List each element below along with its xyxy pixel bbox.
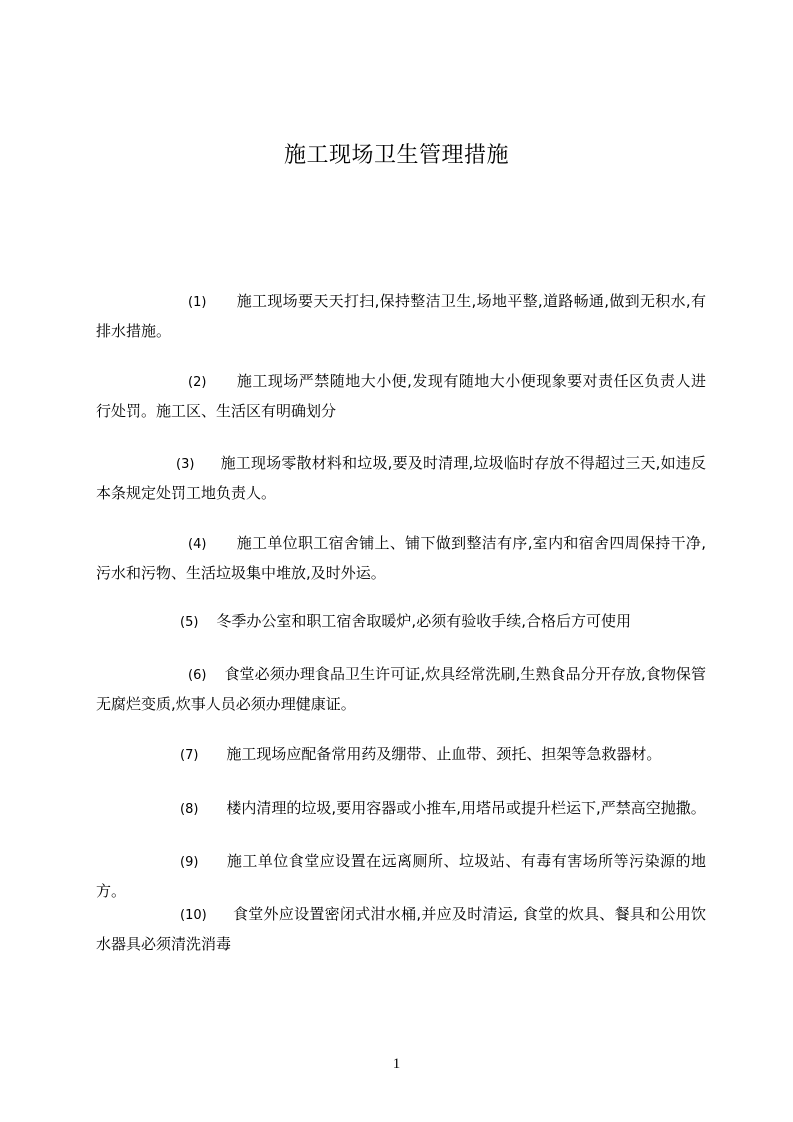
- page-title: 施工现场卫生管理措施: [283, 143, 509, 168]
- list-item: [96, 740, 706, 770]
- item-text: 食堂外应设置密闭式泔水桶,并应及时清运, 食堂的炊具、餐具和公用饮水器具必须清洗消毒: [96, 905, 706, 953]
- item-number: (4): [188, 537, 207, 552]
- item-number: (1): [188, 295, 207, 310]
- item-text: 施工现场零散材料和垃圾,要及时清理,垃圾临时存放不得超过三天,如违反本条规定处罚工地负责人。: [96, 454, 706, 502]
- list-item: [96, 287, 706, 345]
- item-number: (6): [188, 668, 207, 683]
- item-text: 楼内清理的垃圾,要用容器或小推车,用塔吊或提升栏运下,严禁高空抛撒。: [226, 799, 706, 817]
- item-number: (3): [176, 457, 195, 472]
- list-item: [96, 607, 706, 637]
- list-item: [96, 900, 706, 958]
- item-text: 施工现场应配备常用药及绷带、止血带、颈托、担架等急救器材。: [226, 745, 662, 763]
- page-number: 1: [392, 1056, 401, 1072]
- item-number: (9): [180, 855, 199, 870]
- list-item: [96, 367, 706, 425]
- item-text: 冬季办公室和职工宿舍取暖炉,必须有验收手续,合格后方可使用: [216, 612, 631, 630]
- list-item: [96, 847, 706, 905]
- item-text: 施工现场严禁随地大小便,发现有随地大小便现象要对责任区负责人进行处罚。施工区、生活区有明确划分: [96, 372, 706, 420]
- item-text: 食堂必须办理食品卫生许可证,炊具经常洗刷,生熟食品分开存放,食物保管无腐烂变质,炊事人员必须办理健康证。: [96, 665, 706, 713]
- item-number: (7): [180, 748, 199, 763]
- list-item: [96, 529, 706, 587]
- item-number: (2): [188, 375, 207, 390]
- item-number: (10): [180, 908, 207, 923]
- list-item: [96, 660, 706, 718]
- item-text: 施工单位食堂应设置在远离厕所、垃圾站、有毒有害场所等污染源的地方。: [96, 852, 706, 900]
- item-number: (8): [180, 802, 199, 817]
- item-number: (5): [180, 615, 199, 630]
- list-item: [96, 794, 706, 824]
- item-text: 施工现场要天天打扫,保持整洁卫生,场地平整,道路畅通,做到无积水,有排水措施。: [96, 292, 706, 340]
- item-text: 施工单位职工宿舍铺上、铺下做到整洁有序,室内和宿舍四周保持干净,污水和污物、生活垃圾集中堆放,及时外运。: [96, 534, 706, 582]
- list-item: [96, 449, 706, 507]
